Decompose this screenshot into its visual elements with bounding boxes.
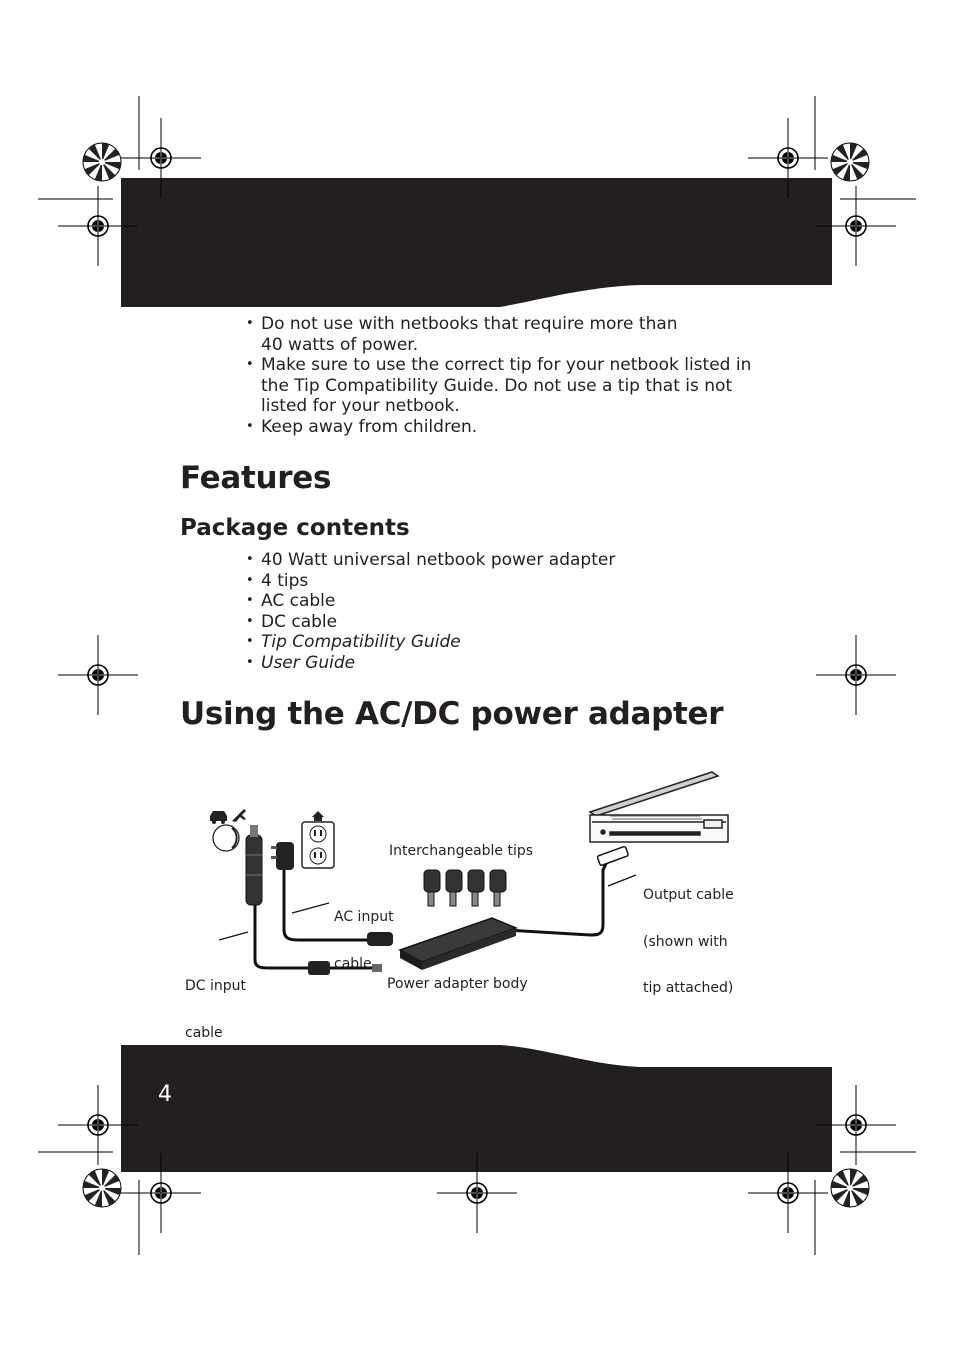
label-interchangeable-tips: Interchangeable tips [389, 843, 534, 859]
list-item: • 40 Watt universal netbook power adapter [246, 550, 615, 571]
warning-item: • Do not use with netbooks that require more than 40 watts of power. [246, 314, 751, 355]
output-tip-icon [597, 846, 629, 866]
car-lighter-plug-icon [246, 825, 262, 905]
dc-ferrite-icon [308, 961, 330, 975]
using-adapter-heading: Using the AC/DC power adapter [180, 696, 724, 732]
package-contents-heading: Package contents [180, 515, 410, 541]
car-icon [210, 811, 227, 824]
airplane-icon [232, 809, 246, 822]
label-ac-input-cable: AC input cable [334, 909, 394, 972]
warning-item: • Make sure to use the correct tip for your netbook listed in the Tip Compatibility Guide. Do not use a tip that is not listed for your netbook. [246, 355, 751, 417]
power-adapter-body-icon [400, 918, 516, 970]
lighter-socket-icon [213, 825, 239, 851]
interchangeable-tips-icon [424, 870, 506, 906]
wall-outlet-icon [302, 822, 334, 868]
list-item: • Tip Compatibility Guide [246, 632, 615, 653]
home-icon [312, 811, 324, 821]
netbook-icon [590, 772, 728, 842]
list-item: • DC cable [246, 612, 615, 633]
list-item: • 4 tips [246, 571, 615, 592]
warning-item: • Keep away from children. [246, 417, 751, 438]
list-item: • AC cable [246, 591, 615, 612]
label-power-adapter-body: Power adapter body [387, 976, 528, 992]
label-dc-input-cable: DC input cable [185, 978, 247, 1041]
list-item: • User Guide [246, 653, 615, 674]
ac-plug-icon [271, 842, 294, 870]
features-heading: Features [180, 460, 332, 496]
page-number: 4 [158, 1082, 172, 1107]
label-output-cable: Output cable (shown with tip attached) [643, 887, 734, 996]
output-cable [505, 855, 610, 935]
